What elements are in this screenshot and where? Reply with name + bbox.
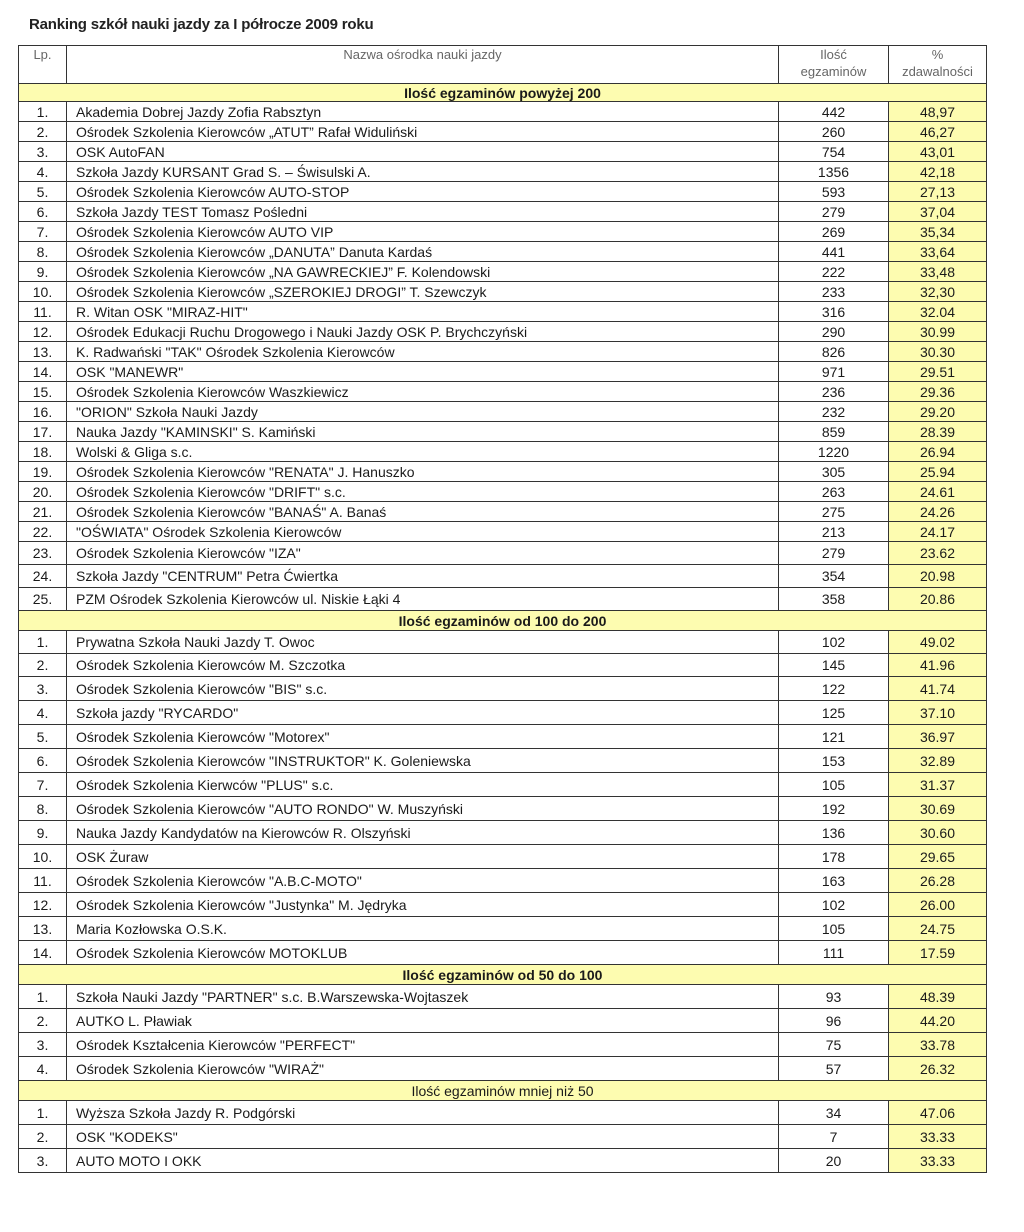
pass-rate: 41.74	[889, 677, 987, 701]
section-header-row	[19, 611, 987, 631]
school-name: OSK "KODEKS"	[67, 1125, 779, 1149]
school-name: Wyższa Szkoła Jazdy R. Podgórski	[67, 1101, 779, 1125]
table-row	[19, 845, 987, 869]
school-name: Ośrodek Szkolenia Kierowców M. Szczotka	[67, 654, 779, 677]
pass-rate: 42,18	[889, 162, 987, 182]
exam-count: 279	[779, 202, 889, 222]
exam-count: 826	[779, 342, 889, 362]
table-row	[19, 677, 987, 701]
section-title: Ilość egzaminów mniej niż 50	[19, 1081, 987, 1101]
pass-rate: 49.02	[889, 631, 987, 654]
table-row	[19, 382, 987, 402]
table-row	[19, 362, 987, 382]
school-name: Szkoła Jazdy TEST Tomasz Pośledni	[67, 202, 779, 222]
exam-count: 754	[779, 142, 889, 162]
row-number: 15.	[19, 382, 67, 402]
school-name: Ośrodek Szkolenia Kierowców "IZA"	[67, 542, 779, 565]
school-name: Ośrodek Szkolenia Kierowców "AUTO RONDO" W. Muszyński	[67, 797, 779, 821]
table-row	[19, 1101, 987, 1125]
pass-rate: 33.33	[889, 1125, 987, 1149]
header-row	[19, 46, 987, 84]
row-number: 11.	[19, 869, 67, 893]
row-number: 1.	[19, 1101, 67, 1125]
table-row	[19, 565, 987, 588]
exam-count: 213	[779, 522, 889, 542]
school-name: Ośrodek Szkolenia Kierowców Waszkiewicz	[67, 382, 779, 402]
exam-count: 260	[779, 122, 889, 142]
row-number: 2.	[19, 1009, 67, 1033]
school-name: OSK AutoFAN	[67, 142, 779, 162]
exam-count: 971	[779, 362, 889, 382]
exam-count: 222	[779, 262, 889, 282]
school-name: Ośrodek Szkolenia Kierowców "A.B.C-MOTO"	[67, 869, 779, 893]
row-number: 4.	[19, 1057, 67, 1081]
exam-count: 145	[779, 654, 889, 677]
school-name: Nauka Jazdy Kandydatów na Kierowców R. Olszyński	[67, 821, 779, 845]
pass-rate: 33.78	[889, 1033, 987, 1057]
row-number: 22.	[19, 522, 67, 542]
document-title: Ranking szkół nauki jazdy za I półrocze 2009 roku	[29, 16, 374, 33]
table-row	[19, 202, 987, 222]
exam-count: 593	[779, 182, 889, 202]
exam-count: 75	[779, 1033, 889, 1057]
exam-count: 442	[779, 102, 889, 122]
row-number: 8.	[19, 242, 67, 262]
row-number: 13.	[19, 342, 67, 362]
table-row	[19, 869, 987, 893]
school-name: OSK Żuraw	[67, 845, 779, 869]
table-row	[19, 402, 987, 422]
school-name: Ośrodek Edukacji Ruchu Drogowego i Nauki Jazdy OSK P. Brychczyński	[67, 322, 779, 342]
pass-rate: 26.32	[889, 1057, 987, 1081]
table-row	[19, 102, 987, 122]
row-number: 20.	[19, 482, 67, 502]
pass-rate: 30.30	[889, 342, 987, 362]
pass-rate: 33,48	[889, 262, 987, 282]
exam-count: 316	[779, 302, 889, 322]
row-number: 19.	[19, 462, 67, 482]
school-name: Ośrodek Szkolenia Kierowców "RENATA" J. Hanuszko	[67, 462, 779, 482]
pass-rate: 37.10	[889, 701, 987, 725]
pass-rate: 33.33	[889, 1149, 987, 1173]
exam-count: 34	[779, 1101, 889, 1125]
exam-count: 358	[779, 588, 889, 611]
table-row	[19, 282, 987, 302]
exam-count: 305	[779, 462, 889, 482]
pass-rate: 25.94	[889, 462, 987, 482]
table-row	[19, 941, 987, 965]
pass-rate: 35,34	[889, 222, 987, 242]
school-name: AUTO MOTO I OKK	[67, 1149, 779, 1173]
exam-count: 859	[779, 422, 889, 442]
school-name: Maria Kozłowska O.S.K.	[67, 917, 779, 941]
exam-count: 20	[779, 1149, 889, 1173]
table-row	[19, 502, 987, 522]
pass-rate: 48.39	[889, 985, 987, 1009]
school-name: Prywatna Szkoła Nauki Jazdy T. Owoc	[67, 631, 779, 654]
exam-count: 57	[779, 1057, 889, 1081]
table-row	[19, 1009, 987, 1033]
section-title: Ilość egzaminów powyżej 200	[19, 84, 987, 102]
school-name: AUTKO L. Pławiak	[67, 1009, 779, 1033]
table-row	[19, 725, 987, 749]
row-number: 3.	[19, 677, 67, 701]
school-name: R. Witan OSK "MIRAZ-HIT"	[67, 302, 779, 322]
pass-rate: 29.51	[889, 362, 987, 382]
header-count	[779, 46, 889, 84]
school-name: Ośrodek Szkolenia Kierowców „ATUT” Rafał Widuliński	[67, 122, 779, 142]
exam-count: 279	[779, 542, 889, 565]
row-number: 21.	[19, 502, 67, 522]
pass-rate: 29.65	[889, 845, 987, 869]
table-row	[19, 1033, 987, 1057]
row-number: 9.	[19, 821, 67, 845]
school-name: Akademia Dobrej Jazdy Zofia Rabsztyn	[67, 102, 779, 122]
exam-count: 121	[779, 725, 889, 749]
table-row	[19, 749, 987, 773]
table-row	[19, 917, 987, 941]
pass-rate: 47.06	[889, 1101, 987, 1125]
school-name: Ośrodek Szkolenia Kierowców "Motorex"	[67, 725, 779, 749]
table-row	[19, 985, 987, 1009]
school-name: Szkoła Jazdy "CENTRUM" Petra Ćwiertka	[67, 565, 779, 588]
row-number: 24.	[19, 565, 67, 588]
exam-count: 290	[779, 322, 889, 342]
pass-rate: 32.89	[889, 749, 987, 773]
row-number: 23.	[19, 542, 67, 565]
row-number: 5.	[19, 725, 67, 749]
pass-rate: 32,30	[889, 282, 987, 302]
section-header-row	[19, 84, 987, 102]
row-number: 14.	[19, 941, 67, 965]
table-row	[19, 442, 987, 462]
pass-rate: 27,13	[889, 182, 987, 202]
row-number: 10.	[19, 282, 67, 302]
header-lp: Lp.	[19, 46, 67, 84]
table-row	[19, 1057, 987, 1081]
table-row	[19, 182, 987, 202]
pass-rate: 26.94	[889, 442, 987, 462]
row-number: 2.	[19, 654, 67, 677]
table-row	[19, 422, 987, 442]
table-row	[19, 482, 987, 502]
school-name: Szkoła Nauki Jazdy "PARTNER" s.c. B.Warszewska-Wojtaszek	[67, 985, 779, 1009]
exam-count: 122	[779, 677, 889, 701]
exam-count: 102	[779, 893, 889, 917]
table-row	[19, 821, 987, 845]
school-name: Szkoła Jazdy KURSANT Grad S. – Świsulski A.	[67, 162, 779, 182]
header-pct	[889, 46, 987, 84]
row-number: 4.	[19, 162, 67, 182]
row-number: 14.	[19, 362, 67, 382]
row-number: 13.	[19, 917, 67, 941]
exam-count: 93	[779, 985, 889, 1009]
exam-count: 96	[779, 1009, 889, 1033]
pass-rate: 30.69	[889, 797, 987, 821]
pass-rate: 29.36	[889, 382, 987, 402]
exam-count: 102	[779, 631, 889, 654]
school-name: Wolski & Gliga s.c.	[67, 442, 779, 462]
row-number: 6.	[19, 202, 67, 222]
row-number: 10.	[19, 845, 67, 869]
school-name: Ośrodek Szkolenia Kierowców "DRIFT" s.c.	[67, 482, 779, 502]
pass-rate: 37,04	[889, 202, 987, 222]
exam-count: 1220	[779, 442, 889, 462]
school-name: Nauka Jazdy "KAMINSKI" S. Kamiński	[67, 422, 779, 442]
row-number: 7.	[19, 773, 67, 797]
pass-rate: 24.26	[889, 502, 987, 522]
table-row	[19, 701, 987, 725]
header-count-line1: Ilość	[820, 47, 847, 62]
table-row	[19, 1125, 987, 1149]
exam-count: 178	[779, 845, 889, 869]
exam-count: 136	[779, 821, 889, 845]
exam-count: 192	[779, 797, 889, 821]
pass-rate: 24.17	[889, 522, 987, 542]
pass-rate: 29.20	[889, 402, 987, 422]
section-title: Ilość egzaminów od 100 do 200	[19, 611, 987, 631]
table-row	[19, 893, 987, 917]
row-number: 3.	[19, 1149, 67, 1173]
row-number: 2.	[19, 122, 67, 142]
pass-rate: 20.98	[889, 565, 987, 588]
exam-count: 7	[779, 1125, 889, 1149]
row-number: 5.	[19, 182, 67, 202]
row-number: 2.	[19, 1125, 67, 1149]
row-number: 1.	[19, 102, 67, 122]
pass-rate: 48,97	[889, 102, 987, 122]
table-row	[19, 462, 987, 482]
header-pct-line2: zdawalności	[902, 64, 973, 79]
pass-rate: 32.04	[889, 302, 987, 322]
table-row	[19, 773, 987, 797]
school-name: Ośrodek Szkolenia Kierowców "INSTRUKTOR" K. Goleniewska	[67, 749, 779, 773]
table-row	[19, 222, 987, 242]
school-name: Ośrodek Szkolenia Kierowców "BANAŚ" A. Banaś	[67, 502, 779, 522]
school-name: Ośrodek Szkolenia Kierowców „NA GAWRECKIEJ” F. Kolendowski	[67, 262, 779, 282]
school-name: Ośrodek Szkolenia Kierowców "Justynka" M. Jędryka	[67, 893, 779, 917]
row-number: 11.	[19, 302, 67, 322]
exam-count: 125	[779, 701, 889, 725]
header-name: Nazwa ośrodka nauki jazdy	[67, 46, 779, 84]
header-count-line2: egzaminów	[800, 64, 867, 79]
exam-count: 153	[779, 749, 889, 773]
table-row	[19, 242, 987, 262]
table-row	[19, 302, 987, 322]
pass-rate: 26.00	[889, 893, 987, 917]
section-title: Ilość egzaminów od 50 do 100	[19, 965, 987, 985]
table-row	[19, 162, 987, 182]
exam-count: 263	[779, 482, 889, 502]
school-name: Ośrodek Szkolenia Kierowców „SZEROKIEJ DROGI” T. Szewczyk	[67, 282, 779, 302]
row-number: 3.	[19, 142, 67, 162]
pass-rate: 24.61	[889, 482, 987, 502]
exam-count: 1356	[779, 162, 889, 182]
exam-count: 233	[779, 282, 889, 302]
pass-rate: 30.60	[889, 821, 987, 845]
exam-count: 236	[779, 382, 889, 402]
row-number: 17.	[19, 422, 67, 442]
pass-rate: 26.28	[889, 869, 987, 893]
exam-count: 354	[779, 565, 889, 588]
school-name: Ośrodek Szkolenia Kierowców AUTO-STOP	[67, 182, 779, 202]
ranking-table	[18, 45, 987, 1173]
exam-count: 105	[779, 773, 889, 797]
table-row	[19, 797, 987, 821]
section-header-row	[19, 965, 987, 985]
school-name: Ośrodek Szkolenia Kierwców "PLUS" s.c.	[67, 773, 779, 797]
school-name: Szkoła jazdy "RYCARDO"	[67, 701, 779, 725]
school-name: Ośrodek Kształcenia Kierowców "PERFECT"	[67, 1033, 779, 1057]
pass-rate: 46,27	[889, 122, 987, 142]
row-number: 12.	[19, 322, 67, 342]
school-name: "OŚWIATA" Ośrodek Szkolenia Kierowców	[67, 522, 779, 542]
table-row	[19, 631, 987, 654]
exam-count: 441	[779, 242, 889, 262]
table-row	[19, 322, 987, 342]
pass-rate: 28.39	[889, 422, 987, 442]
row-number: 1.	[19, 631, 67, 654]
pass-rate: 24.75	[889, 917, 987, 941]
ranking-table-container	[18, 45, 986, 1173]
exam-count: 111	[779, 941, 889, 965]
school-name: K. Radwański "TAK" Ośrodek Szkolenia Kierowców	[67, 342, 779, 362]
school-name: OSK "MANEWR"	[67, 362, 779, 382]
row-number: 16.	[19, 402, 67, 422]
table-row	[19, 142, 987, 162]
pass-rate: 41.96	[889, 654, 987, 677]
pass-rate: 30.99	[889, 322, 987, 342]
school-name: PZM Ośrodek Szkolenia Kierowców ul. Niskie Łąki 4	[67, 588, 779, 611]
table-row	[19, 588, 987, 611]
row-number: 6.	[19, 749, 67, 773]
pass-rate: 44.20	[889, 1009, 987, 1033]
exam-count: 232	[779, 402, 889, 422]
table-row	[19, 262, 987, 282]
row-number: 3.	[19, 1033, 67, 1057]
table-row	[19, 1149, 987, 1173]
row-number: 1.	[19, 985, 67, 1009]
pass-rate: 23.62	[889, 542, 987, 565]
exam-count: 275	[779, 502, 889, 522]
table-row	[19, 342, 987, 362]
school-name: Ośrodek Szkolenia Kierowców "BIS" s.c.	[67, 677, 779, 701]
school-name: Ośrodek Szkolenia Kierowców „DANUTA” Danuta Kardaś	[67, 242, 779, 262]
row-number: 7.	[19, 222, 67, 242]
pass-rate: 31.37	[889, 773, 987, 797]
table-row	[19, 654, 987, 677]
row-number: 4.	[19, 701, 67, 725]
pass-rate: 20.86	[889, 588, 987, 611]
table-row	[19, 122, 987, 142]
row-number: 18.	[19, 442, 67, 462]
section-header-row	[19, 1081, 987, 1101]
table-row	[19, 522, 987, 542]
header-pct-line1: %	[931, 47, 944, 62]
pass-rate: 36.97	[889, 725, 987, 749]
exam-count: 163	[779, 869, 889, 893]
school-name: Ośrodek Szkolenia Kierowców AUTO VIP	[67, 222, 779, 242]
pass-rate: 33,64	[889, 242, 987, 262]
school-name: "ORION" Szkoła Nauki Jazdy	[67, 402, 779, 422]
school-name: Ośrodek Szkolenia Kierowców "WIRAŻ"	[67, 1057, 779, 1081]
row-number: 8.	[19, 797, 67, 821]
pass-rate: 17.59	[889, 941, 987, 965]
row-number: 25.	[19, 588, 67, 611]
pass-rate: 43,01	[889, 142, 987, 162]
row-number: 9.	[19, 262, 67, 282]
row-number: 12.	[19, 893, 67, 917]
exam-count: 105	[779, 917, 889, 941]
table-row	[19, 542, 987, 565]
exam-count: 269	[779, 222, 889, 242]
school-name: Ośrodek Szkolenia Kierowców MOTOKLUB	[67, 941, 779, 965]
